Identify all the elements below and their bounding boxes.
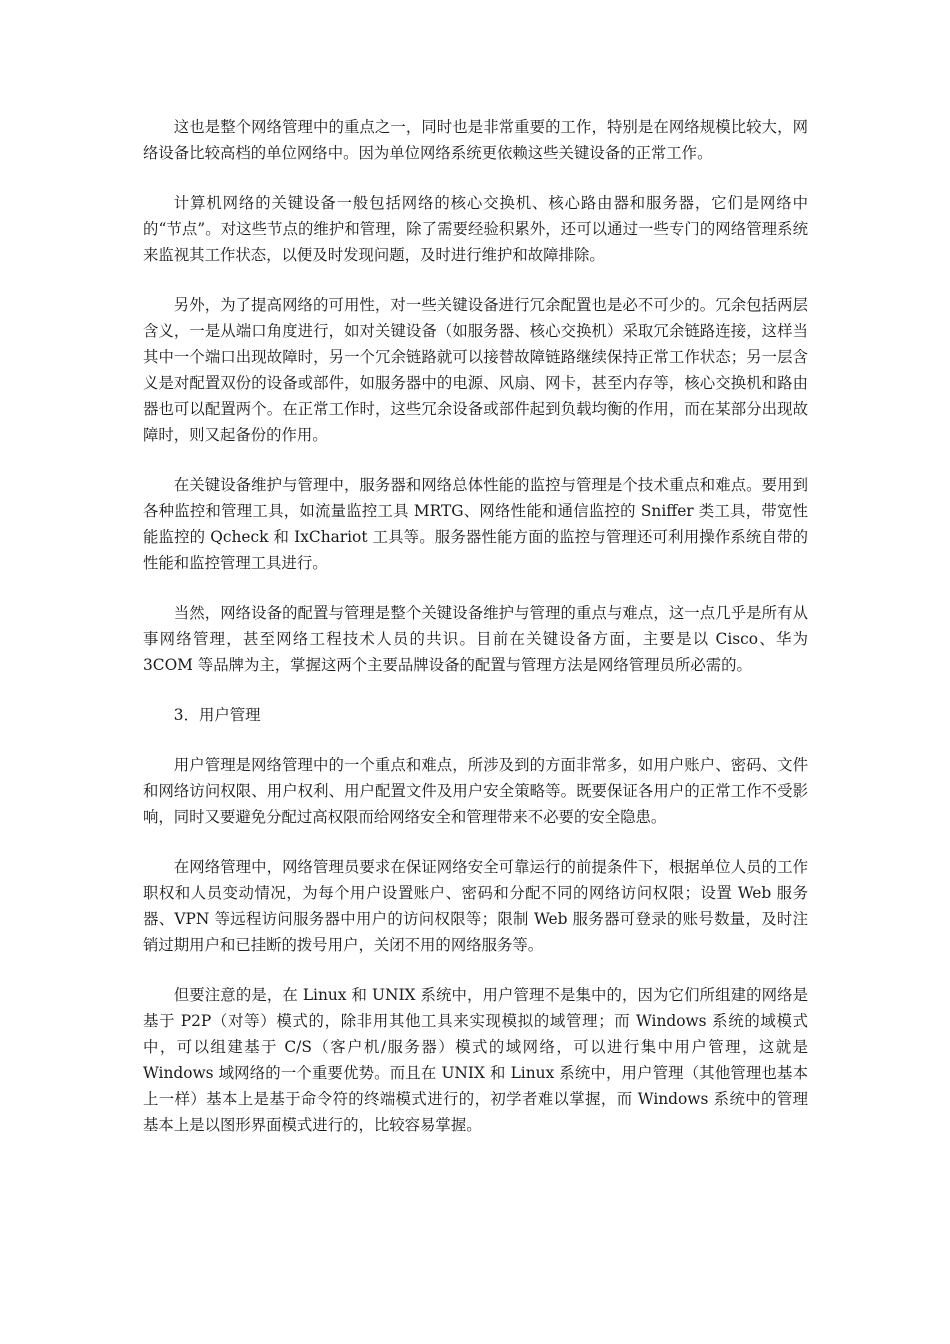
section-heading-user-management: 3．用户管理	[173, 706, 261, 724]
paragraph-monitoring-tools: 在关键设备维护与管理中，服务器和网络总体性能的监控与管理是个技术重点和难点。要用到各种监控和管理工具，如流量监控工具 MRTG、网络性能和通信监控的 Sniffer 类工具，带宽性能监控的 Qcheck 和 IxChariot 工具等。服务器性能方面的监控与管理还可利用操作系统自带的性能和监控管理工具进行。	[143, 476, 808, 572]
paragraph-os-user-management: 但要注意的是，在 Linux 和 UNIX 系统中，用户管理不是集中的，因为它们所组建的网络是基于 P2P（对等）模式的，除非用其他工具来实现模拟的域管理；而 Windows 系统的域模式中，可以组建基于 C/S（客户机/服务器）模式的域网络，可以进行集中用户管理，这就是 Windows 域网络的一个重要优势。而且在 UNIX 和 Linux 系统中，用户管理（其他管理也基本上一样）基本上是基于命令符的终端模式进行的，初学者难以掌握，而 Windows 系统中的管理基本上是以图形界面模式进行的，比较容易掌握。	[143, 986, 808, 1134]
paragraph-user-management-scope: 用户管理是网络管理中的一个重点和难点，所涉及到的方面非常多，如用户账户、密码、文件和网络访问权限、用户权利、用户配置文件及用户安全策略等。既要保证各用户的正常工作不受影响，同时又要避免分配过高权限而给网络安全和管理带来不必要的安全隐患。	[143, 756, 808, 826]
paragraph-key-devices-importance: 这也是整个网络管理中的重点之一，同时也是非常重要的工作，特别是在网络规模比较大，网络设备比较高档的单位网络中。因为单位网络系统更依赖这些关键设备的正常工作。	[143, 118, 808, 162]
paragraph-key-devices-nodes: 计算机网络的关键设备一般包括网络的核心交换机、核心路由器和服务器，它们是网络中的“节点”。对这些节点的维护和管理，除了需要经验积累外，还可以通过一些专门的网络管理系统来监视其工作状态，以便及时发现问题，及时进行维护和故障排除。	[143, 194, 808, 264]
paragraph-device-configuration: 当然，网络设备的配置与管理是整个关键设备维护与管理的重点与难点，这一点几乎是所有从事网络管理，甚至网络工程技术人员的共识。目前在关键设备方面，主要是以 Cisco、华为 3COM 等品牌为主，掌握这两个主要品牌设备的配置与管理方法是网络管理员所必需的。	[143, 604, 808, 674]
paragraph-admin-responsibilities: 在网络管理中，网络管理员要求在保证网络安全可靠运行的前提条件下，根据单位人员的工作职权和人员变动情况，为每个用户设置账户、密码和分配不同的网络访问权限；设置 Web 服务器、VPN 等远程访问服务器中用户的访问权限等；限制 Web 服务器可登录的账号数量，及时注销过期用户和已挂断的拨号用户，关闭不用的网络服务等。	[143, 858, 808, 954]
paragraph-redundancy: 另外，为了提高网络的可用性，对一些关键设备进行冗余配置也是必不可少的。冗余包括两层含义，一是从端口角度进行，如对关键设备（如服务器、核心交换机）采取冗余链路连接，这样当其中一个端口出现故障时，另一个冗余链路就可以接替故障链路继续保持正常工作状态；另一层含义是对配置双份的设备或部件，如服务器中的电源、风扇、网卡，甚至内存等，核心交换机和路由器也可以配置两个。在正常工作时，这些冗余设备或部件起到负载均衡的作用，而在某部分出现故障时，则又起备份的作用。	[143, 296, 808, 444]
document-body	[143, 114, 808, 1162]
